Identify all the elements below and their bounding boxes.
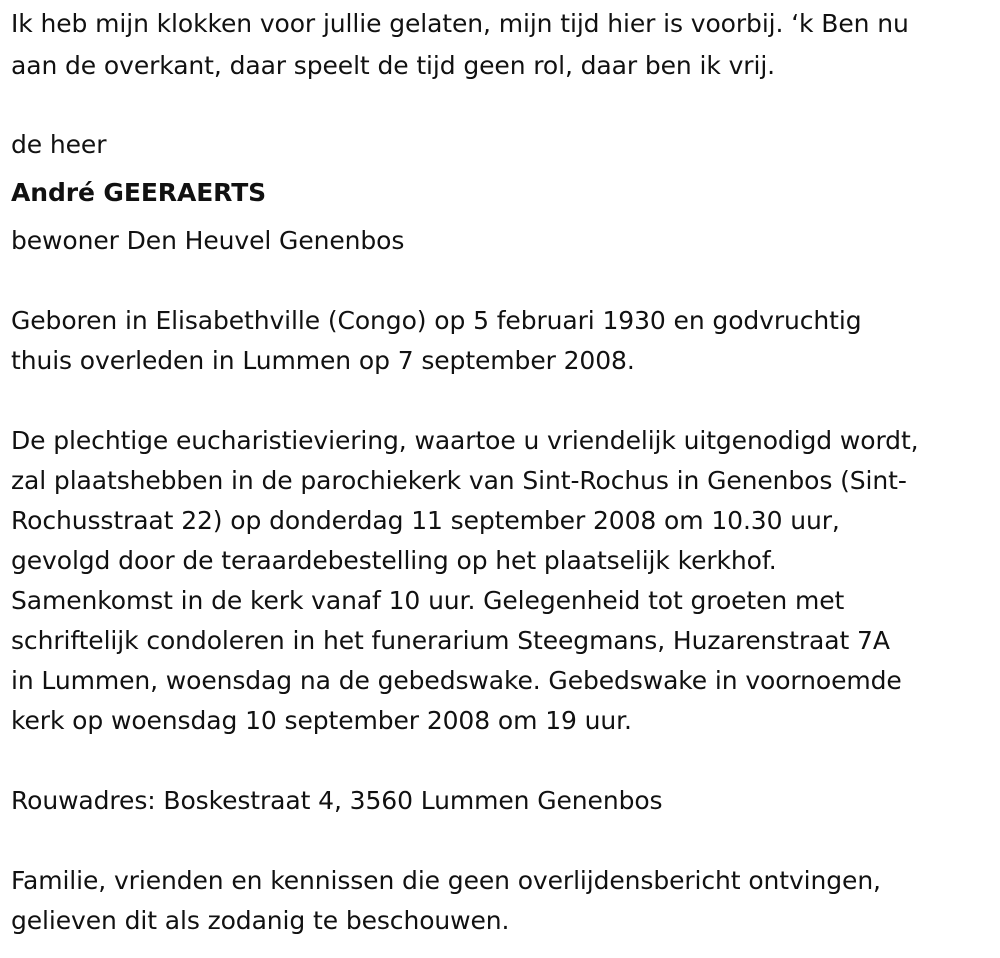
ceremony-line: Rochusstraat 22) op donderdag 11 september 2008 om 10.30 uur, — [11, 506, 840, 535]
mourning-address: Rouwadres: Boskestraat 4, 3560 Lummen Genenbos — [11, 786, 663, 815]
person-role: bewoner Den Heuvel Genenbos — [11, 226, 405, 255]
poem-line: aan de overkant, daar speelt de tijd geen rol, daar ben ik vrij. — [11, 51, 776, 80]
ceremony-line: zal plaatshebben in de parochiekerk van Sint-Rochus in Genenbos (Sint- — [11, 466, 907, 495]
ceremony-line: gevolgd door de teraardebestelling op het plaatselijk kerkhof. — [11, 546, 777, 575]
ceremony-line: Samenkomst in de kerk vanaf 10 uur. Gelegenheid tot groeten met — [11, 586, 845, 615]
ceremony-line: kerk op woensdag 10 september 2008 om 19 uur. — [11, 706, 632, 735]
person-title: de heer — [11, 130, 107, 159]
birth-death-line: thuis overleden in Lummen op 7 september 2008. — [11, 346, 635, 375]
ceremony-line: schriftelijk condoleren in het funerarium Steegmans, Huzarenstraat 7A — [11, 626, 890, 655]
poem-line: Ik heb mijn klokken voor jullie gelaten, mijn tijd hier is voorbij. ‘k Ben nu — [11, 9, 909, 38]
closing-line: gelieven dit als zodanig te beschouwen. — [11, 906, 510, 935]
birth-death-line: Geboren in Elisabethville (Congo) op 5 februari 1930 en godvruchtig — [11, 306, 862, 335]
person-name: André GEERAERTS — [11, 178, 267, 207]
ceremony-line: in Lummen, woensdag na de gebedswake. Gebedswake in voornoemde — [11, 666, 902, 695]
closing-line: Familie, vrienden en kennissen die geen overlijdensbericht ontvingen, — [11, 866, 881, 895]
ceremony-line: De plechtige eucharistieviering, waartoe u vriendelijk uitgenodigd wordt, — [11, 426, 919, 455]
